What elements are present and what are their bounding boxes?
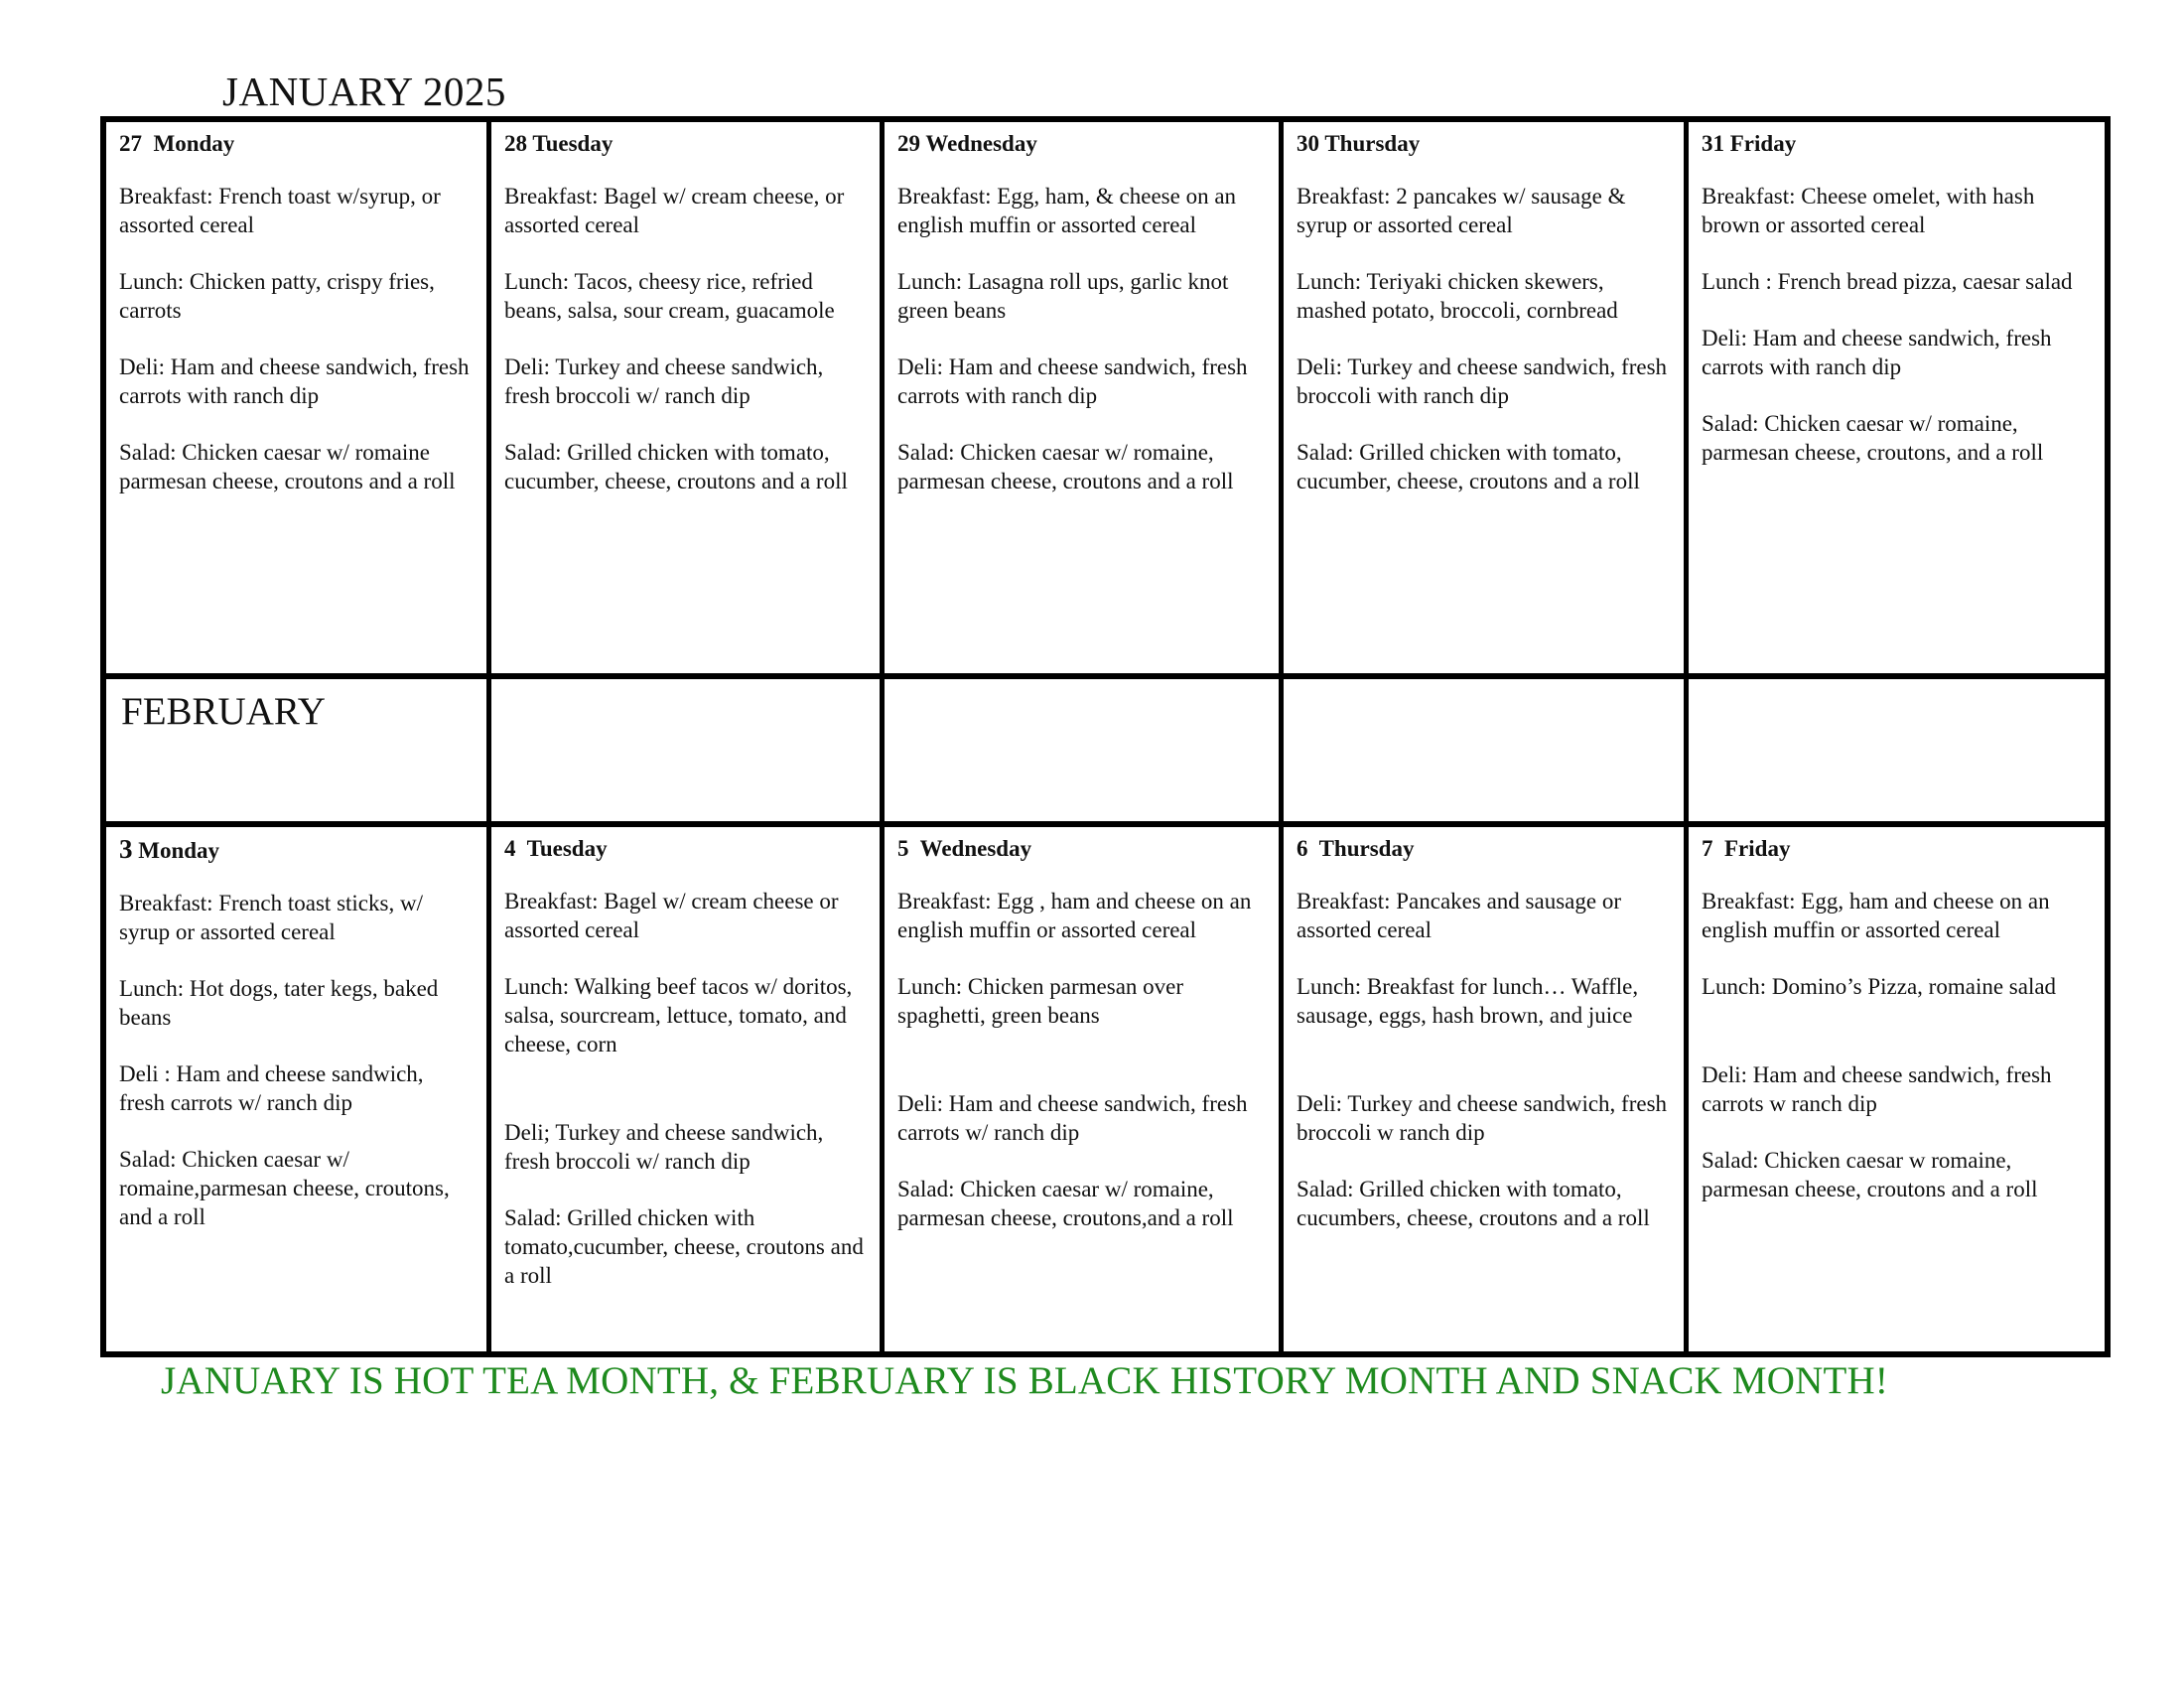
day-cell-jan-27 [106,122,491,673]
breakfast-text: Breakfast: Bagel w/ cream cheese, or assorted cereal [504,184,845,237]
breakfast-text: Breakfast: Egg , ham and cheese on an english muffin or assorted cereal [897,889,1252,942]
day-cell-feb-4 [491,827,885,1351]
breakfast-text: Breakfast: Bagel w/ cream cheese or assorted cereal [504,889,839,942]
lunch-text: Lunch : French bread pizza, caesar salad [1702,269,2073,294]
salad-text: Salad: Chicken caesar w/ romaine, parmesan cheese, croutons,and a roll [897,1177,1234,1230]
empty-cell [1689,679,2105,821]
deli-text: Deli: Ham and cheese sandwich, fresh carrots with ranch dip [897,354,1248,408]
calendar-title: JANUARY 2025 [222,69,506,114]
empty-cell [491,679,885,821]
day-header: 28 Tuesday [504,131,614,156]
lunch-text: Lunch: Walking beef tacos w/ doritos, salsa, sourcream, lettuce, tomato, and cheese, corn [504,974,853,1056]
day-header: 27 Monday [119,131,235,156]
menu-calendar-grid [100,116,2111,1357]
day-header: 31 Friday [1702,131,1797,156]
day-cell-jan-28 [491,122,885,673]
lunch-text: Lunch: Domino’s Pizza, romaine salad [1702,974,2057,999]
salad-text: Salad: Grilled chicken with tomato, cucumber, cheese, croutons and a roll [1297,440,1640,493]
lunch-text: Lunch: Breakfast for lunch… Waffle, sausage, eggs, hash brown, and juice [1297,974,1639,1028]
deli-text: Deli: Turkey and cheese sandwich, fresh broccoli with ranch dip [1297,354,1668,408]
lunch-text: Lunch: Teriyaki chicken skewers, mashed potato, broccoli, cornbread [1297,269,1618,323]
lunch-text: Lunch: Chicken parmesan over spaghetti, green beans [897,974,1184,1028]
breakfast-text: Breakfast: Cheese omelet, with hash brown or assorted cereal [1702,184,2035,237]
day-cell-feb-5 [885,827,1284,1351]
deli-text: Deli; Turkey and cheese sandwich, fresh broccoli w/ ranch dip [504,1120,824,1174]
day-header: 7 Friday [1702,836,1791,861]
deli-text: Deli: Turkey and cheese sandwich, fresh broccoli w ranch dip [1297,1091,1668,1145]
breakfast-text: Breakfast: Egg, ham and cheese on an english muffin or assorted cereal [1702,889,2050,942]
salad-text: Salad: Grilled chicken with tomato, cucumber, cheese, croutons and a roll [504,440,848,493]
day-header: 4 Tuesday [504,836,608,861]
footer-announcement: JANUARY IS HOT TEA MONTH, & FEBRUARY IS BLACK HISTORY MONTH AND SNACK MONTH! [161,1359,1889,1402]
day-cell-feb-7 [1689,827,2105,1351]
salad-text: Salad: Chicken caesar w romaine, parmesan cheese, croutons and a roll [1702,1148,2038,1201]
lunch-text: Lunch: Tacos, cheesy rice, refried beans, salsa, sour cream, guacamole [504,269,835,323]
salad-text: Salad: Grilled chicken with tomato, cucumbers, cheese, croutons and a roll [1297,1177,1650,1230]
week-row-1 [106,122,2105,679]
february-label: FEBRUARY [121,690,326,733]
day-header: 30 Thursday [1297,131,1421,156]
day-header: 3 Monday [119,834,220,864]
day-header: 6 Thursday [1297,836,1415,861]
month-separator-row [106,679,2105,827]
empty-cell [1284,679,1689,821]
day-cell-jan-30 [1284,122,1689,673]
breakfast-text: Breakfast: French toast w/syrup, or assorted cereal [119,184,441,237]
salad-text: Salad: Chicken caesar w/ romaine, parmesan cheese, croutons and a roll [897,440,1234,493]
breakfast-text: Breakfast: Pancakes and sausage or assorted cereal [1297,889,1621,942]
deli-text: Deli : Ham and cheese sandwich, fresh carrots w/ ranch dip [119,1061,424,1115]
day-cell-jan-29 [885,122,1284,673]
day-cell-jan-31 [1689,122,2105,673]
deli-text: Deli: Ham and cheese sandwich, fresh carrots with ranch dip [1702,326,2052,379]
lunch-text: Lunch: Chicken patty, crispy fries, carrots [119,269,435,323]
day-cell-feb-6 [1284,827,1689,1351]
lunch-text: Lunch: Hot dogs, tater kegs, baked beans [119,976,439,1030]
deli-text: Deli: Ham and cheese sandwich, fresh carrots w ranch dip [1702,1062,2052,1116]
february-label-cell [106,679,491,821]
week-row-2 [106,827,2105,1351]
salad-text: Salad: Grilled chicken with tomato,cucumber, cheese, croutons and a roll [504,1205,864,1288]
salad-text: Salad: Chicken caesar w/ romaine,parmesan cheese, croutons, and a roll [119,1147,450,1229]
salad-text: Salad: Chicken caesar w/ romaine, parmesan cheese, croutons, and a roll [1702,411,2044,465]
breakfast-text: Breakfast: French toast sticks, w/ syrup or assorted cereal [119,891,423,944]
breakfast-text: Breakfast: Egg, ham, & cheese on an english muffin or assorted cereal [897,184,1237,237]
salad-text: Salad: Chicken caesar w/ romaine parmesan cheese, croutons and a roll [119,440,456,493]
breakfast-text: Breakfast: 2 pancakes w/ sausage & syrup or assorted cereal [1297,184,1626,237]
deli-text: Deli: Ham and cheese sandwich, fresh carrots with ranch dip [119,354,470,408]
day-header: 5 Wednesday [897,836,1032,861]
deli-text: Deli: Ham and cheese sandwich, fresh carrots w/ ranch dip [897,1091,1248,1145]
empty-cell [885,679,1284,821]
day-cell-feb-3 [106,827,491,1351]
deli-text: Deli: Turkey and cheese sandwich, fresh broccoli w/ ranch dip [504,354,824,408]
day-header: 29 Wednesday [897,131,1037,156]
lunch-text: Lunch: Lasagna roll ups, garlic knot green beans [897,269,1229,323]
